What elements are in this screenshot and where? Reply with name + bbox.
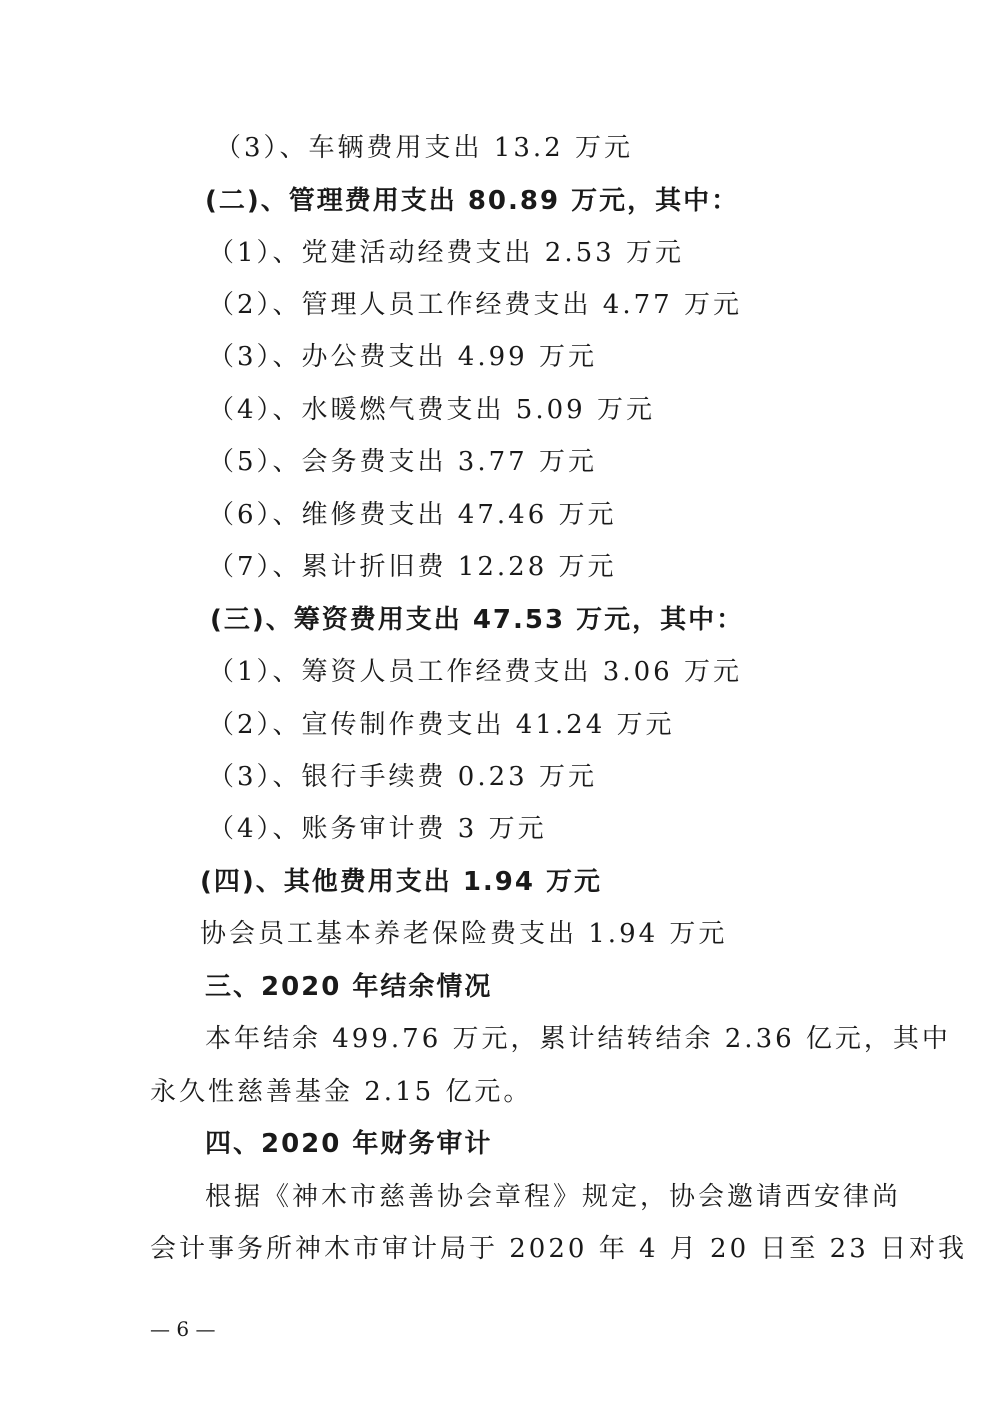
paragraph-surplus-line-2: 永久性慈善基金 2.15 亿元。 (150, 1077, 533, 1107)
page-number: — 6 — (150, 1317, 216, 1341)
item-publicity-expense: （2）、宣传制作费支出 41.24 万元 (208, 710, 675, 740)
item-pension-expense: 协会员工基本养老保险费支出 1.94 万元 (200, 919, 728, 949)
item-vehicle-expense: （3）、车辆费用支出 13.2 万元 (215, 133, 633, 163)
paragraph-audit-line-1: 根据《神木市慈善协会章程》规定，协会邀请西安律尚 (205, 1182, 902, 1212)
item-fundraising-staff-expense: （1）、筹资人员工作经费支出 3.06 万元 (208, 657, 742, 687)
heading-fundraising-expense: (三)、筹资费用支出 47.53 万元，其中： (210, 605, 745, 635)
section-heading-audit: 四、2020 年财务审计 (205, 1129, 493, 1159)
item-maintenance-expense: （6）、维修费支出 47.46 万元 (208, 500, 617, 530)
paragraph-surplus-line-1: 本年结余 499.76 万元，累计结转结余 2.36 亿元，其中 (205, 1024, 951, 1054)
item-audit-fee: （4）、账务审计费 3 万元 (208, 814, 547, 844)
item-depreciation-expense: （7）、累计折旧费 12.28 万元 (208, 552, 617, 582)
section-heading-surplus: 三、2020 年结余情况 (205, 972, 493, 1002)
item-management-staff-expense: （2）、管理人员工作经费支出 4.77 万元 (208, 290, 742, 320)
item-party-building-expense: （1）、党建活动经费支出 2.53 万元 (208, 238, 684, 268)
item-bank-fee: （3）、银行手续费 0.23 万元 (208, 762, 597, 792)
item-office-expense: （3）、办公费支出 4.99 万元 (208, 342, 597, 372)
item-meeting-expense: （5）、会务费支出 3.77 万元 (208, 447, 597, 477)
item-utilities-expense: （4）、水暖燃气费支出 5.09 万元 (208, 395, 655, 425)
heading-management-expense: (二)、管理费用支出 80.89 万元，其中： (205, 186, 740, 216)
paragraph-audit-line-2: 会计事务所神木市审计局于 2020 年 4 月 20 日至 23 日对我 (150, 1234, 967, 1264)
heading-other-expense: (四)、其他费用支出 1.94 万元 (200, 867, 603, 897)
